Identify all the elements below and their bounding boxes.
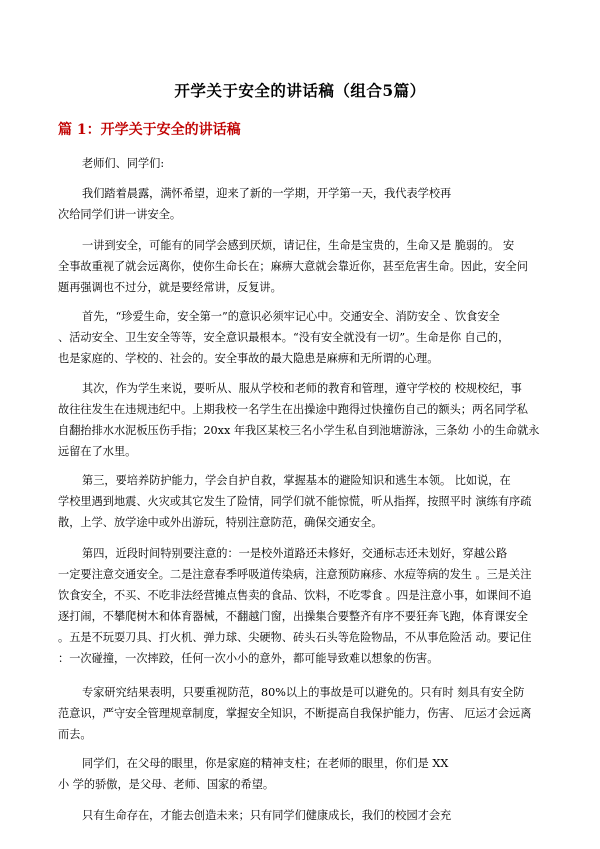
paragraph-line: 第三，要培养防护能力，学会自护自救，掌握基本的避险知识和逃生本领。 比如说，在 [82, 474, 511, 487]
paragraph-first-point [58, 306, 548, 369]
paragraph-safety-importance [58, 235, 548, 298]
paragraph-line: 范意识，严守安全管理规章制度，掌握安全知识，不断提高自我保护能力，伤害、 厄运才会远离 [58, 707, 532, 720]
paragraph-line: 自翻抬排水水泥板压伤手指；20xx 年我区某校三名小学生私自到池塘游泳，三条幼 小的生命就永 [58, 424, 540, 437]
paragraph-third-point [58, 470, 548, 533]
paragraph-fourth-point [58, 543, 548, 669]
paragraph-line: 小 学的骄傲，是父母、老师、国家的希望。 [58, 778, 275, 791]
paragraph-line: 也是家庭的、学校的、社会的。安全事故的最大隐患是麻痹和无所谓的心理。 [58, 352, 439, 365]
document-title: 开学关于安全的讲话稿（组合5篇） [174, 81, 426, 100]
paragraph-line: 故往往发生在违规违纪中。上期我校一名学生在出操途中跑得过快撞伤自己的额头；两名同学私 [58, 403, 528, 416]
paragraph-line: 全事故重视了就会远离你，使你生命长在；麻痹大意就会靠近你，甚至危害生命。因此，安全问 [58, 260, 528, 273]
paragraph-line: 只有生命存在，才能去创造未来；只有同学们健康成长，我们的校园才会充 [82, 809, 452, 822]
paragraph-line: 次给同学们讲一讲安全。 [58, 208, 182, 221]
paragraph-greeting [58, 153, 548, 174]
paragraph-line: 首先，“珍爱生命，安全第一”的意识必须牢记心中。交通安全、消防安全 、饮食安全 [82, 310, 500, 323]
paragraph-line: 老师们、同学们: [82, 157, 165, 170]
paragraph-line: 学校里遇到地震、火灾或其它发生了险情，同学们就不能惊慌，听从指挥，按照平时 演练有序疏 [58, 495, 532, 508]
paragraph-line: 饮食安全，不买、不吃非法经营摊点售卖的食品、饮料，不吃零食 。四是注意小事，如课间不追 [58, 589, 532, 602]
paragraph-line: 专家研究结果表明，只要重视防范，80%以上的事故是可以避免的。只有时 刻具有安全防 [82, 686, 525, 699]
paragraph-students-hope [58, 753, 548, 795]
paragraph-line: 其次，作为学生来说，要听从、服从学校和老师的教育和管理，遵守学校的 校规校纪，事 [82, 382, 522, 395]
paragraph-line: 一定要注意交通安全。二是注意春季呼吸道传染病，注意预防麻疹、水痘等病的发生 。三是关注 [58, 568, 532, 581]
paragraph-line: 散，上学、放学途中或外出游玩，特别注意防范，确保交通安全。 [58, 516, 383, 529]
paragraph-line: ：一次碰撞，一次摔跤，任何一次小小的意外，都可能导致难以想象的伤害。 [58, 652, 439, 665]
paragraph-line: 远留在了水里。 [58, 445, 137, 458]
paragraph-line: 题再强调也不过分，就是要经常讲，反复讲。 [58, 281, 282, 294]
paragraph-line: 第四，近段时间特别要注意的：一是校外道路还未修好，交通标志还未划好，穿越公路 [82, 547, 508, 560]
paragraph-opening [58, 183, 548, 225]
paragraph-line: 逐打闹，不攀爬树木和体育器械，不翻越门窗，出操集合要整齐有序不要狂奔飞跑，体育课安全 [58, 610, 528, 623]
paragraph-line: 而去。 [58, 728, 92, 741]
paragraph-line: 一讲到安全，可能有的同学会感到厌烦，请记住，生命是宝贵的，生命又是 脆弱的。 安 [82, 239, 515, 252]
paragraph-line: 我们踏着晨露，满怀希望，迎来了新的一学期，开学第一天，我代表学校再 [82, 187, 452, 200]
paragraph-second-point [58, 378, 548, 462]
paragraph-line: 。五是不玩耍刀具、打火机、弹力球、尖硬物、砖头石头等危险物品，不从事危险活 动。要记住 [58, 631, 532, 644]
paragraph-line: 、活动安全、卫生安全等等，安全意识最根本。“没有安全就没有一切”。生命是你 自己的， [58, 331, 510, 344]
paragraph-expert-research [58, 682, 548, 745]
paragraph-life-exists [58, 805, 548, 826]
section-heading: 篇 1：开学关于安全的讲话稿 [58, 122, 241, 138]
paragraph-line: 同学们，在父母的眼里，你是家庭的精神支柱；在老师的眼里，你们是 XX [82, 757, 449, 770]
